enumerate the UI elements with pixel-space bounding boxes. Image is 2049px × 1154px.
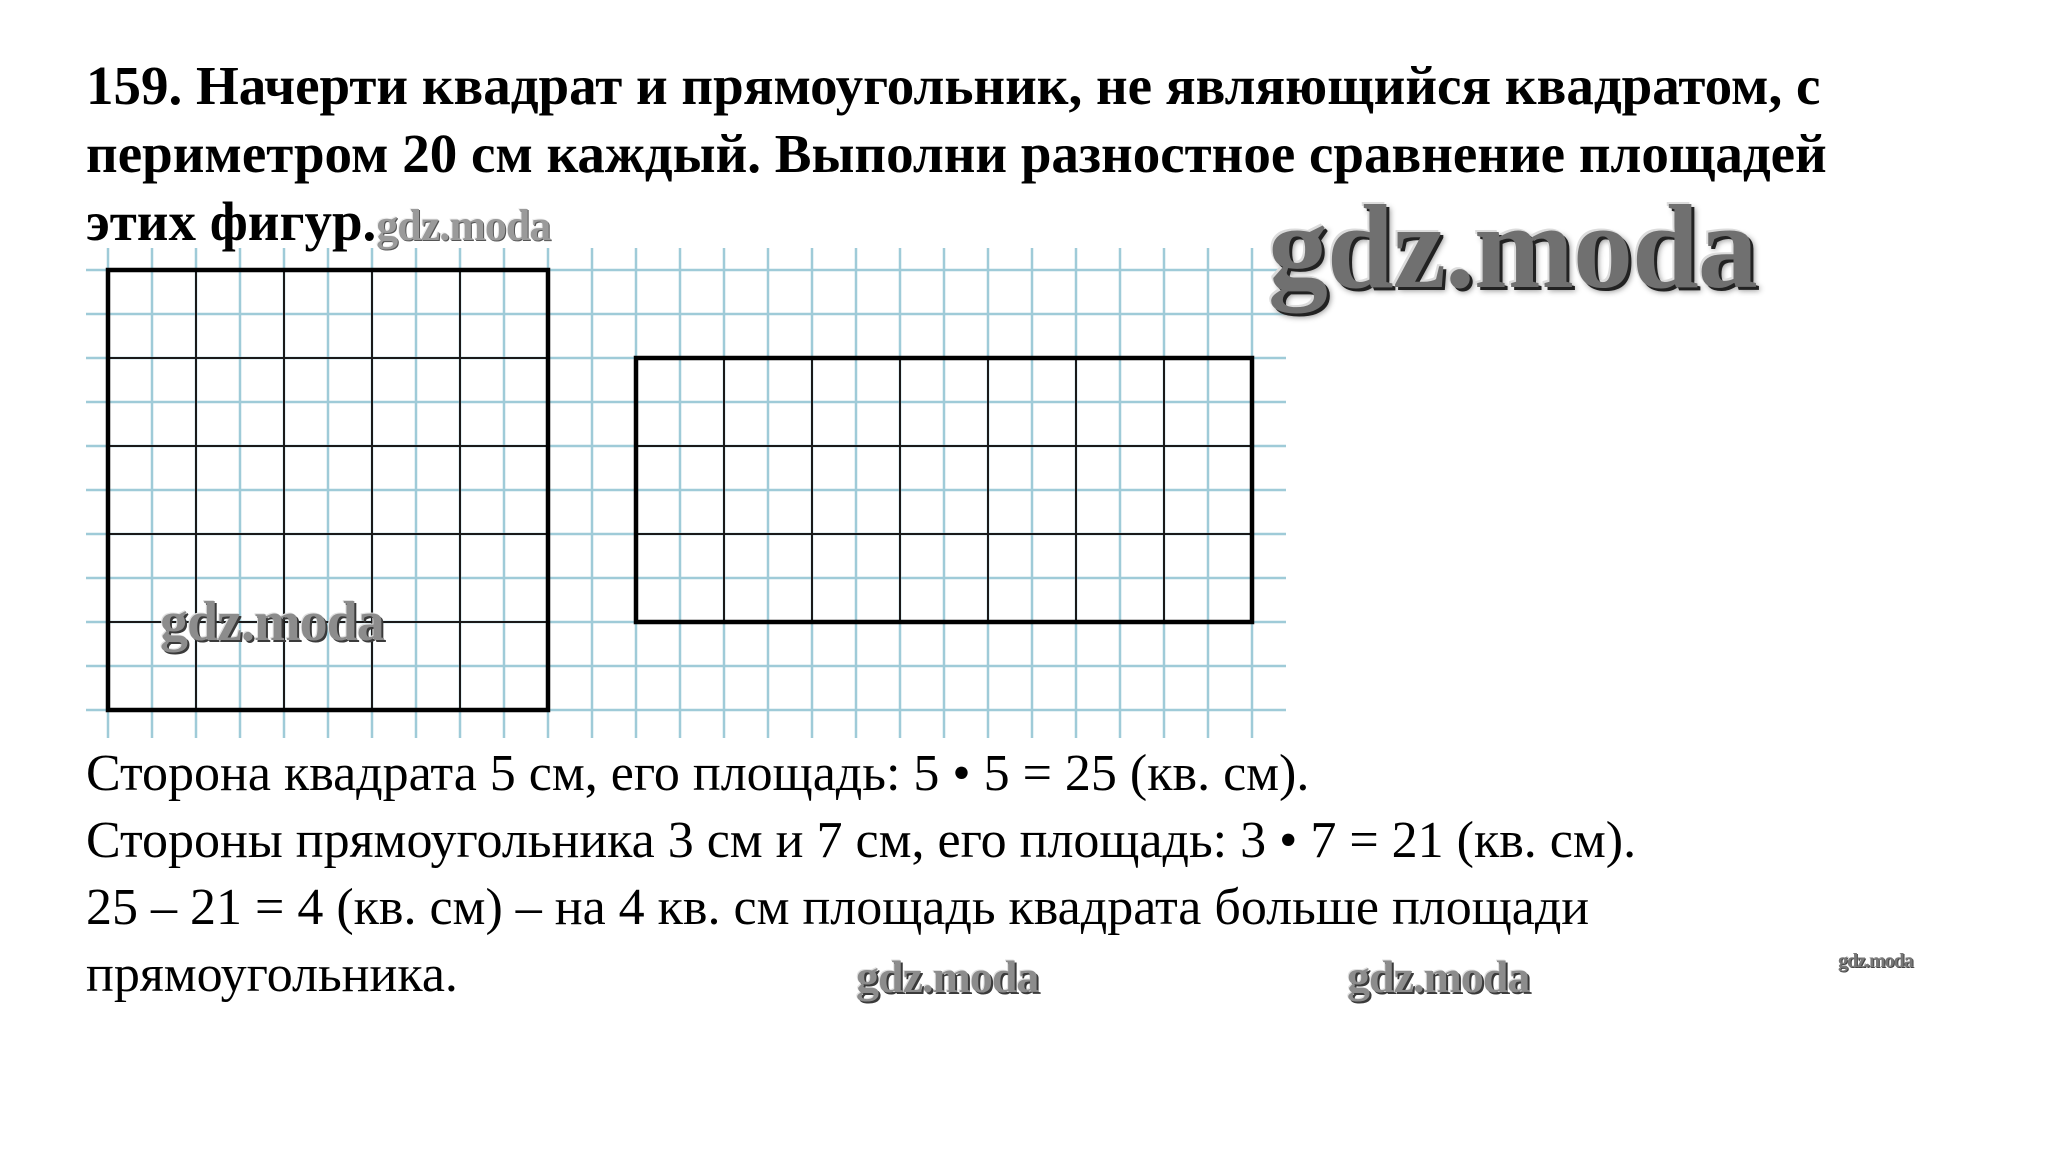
solution-line-1: Сторона квадрата 5 см, его площадь: 5 • 5 = 25 (кв. см). [86,745,1310,802]
watermark-small: gdz.moda [1838,950,1913,972]
watermark-bottom-1: gdz.moda [856,951,1039,1002]
task-line-1: 159. Начерти квадрат и прямоугольник, не являющийся квадратом, с [86,55,1821,116]
solution-line-2: Стороны прямоугольника 3 см и 7 см, его площадь: 3 • 7 = 21 (кв. см). [86,812,1637,869]
solution-line-3: 25 – 21 = 4 (кв. см) – на 4 кв. см площадь квадрата больше площади [86,879,1590,936]
task-line-2: периметром 20 см каждый. Выполни разностное сравнение площадей [86,123,1827,184]
graph-paper [86,248,1286,738]
watermark-large: gdz.moda [1268,180,1757,313]
watermark-inline: gdz.moda [376,201,551,250]
grid-lines [86,248,1286,738]
solution-line-4: прямоугольника. [86,946,458,1003]
watermark-on-grid: gdz.moda [160,591,384,653]
task-line-3: этих фигур. [86,191,377,252]
watermark-bottom-2: gdz.moda [1347,951,1530,1002]
graph-paper-svg [86,248,1286,738]
